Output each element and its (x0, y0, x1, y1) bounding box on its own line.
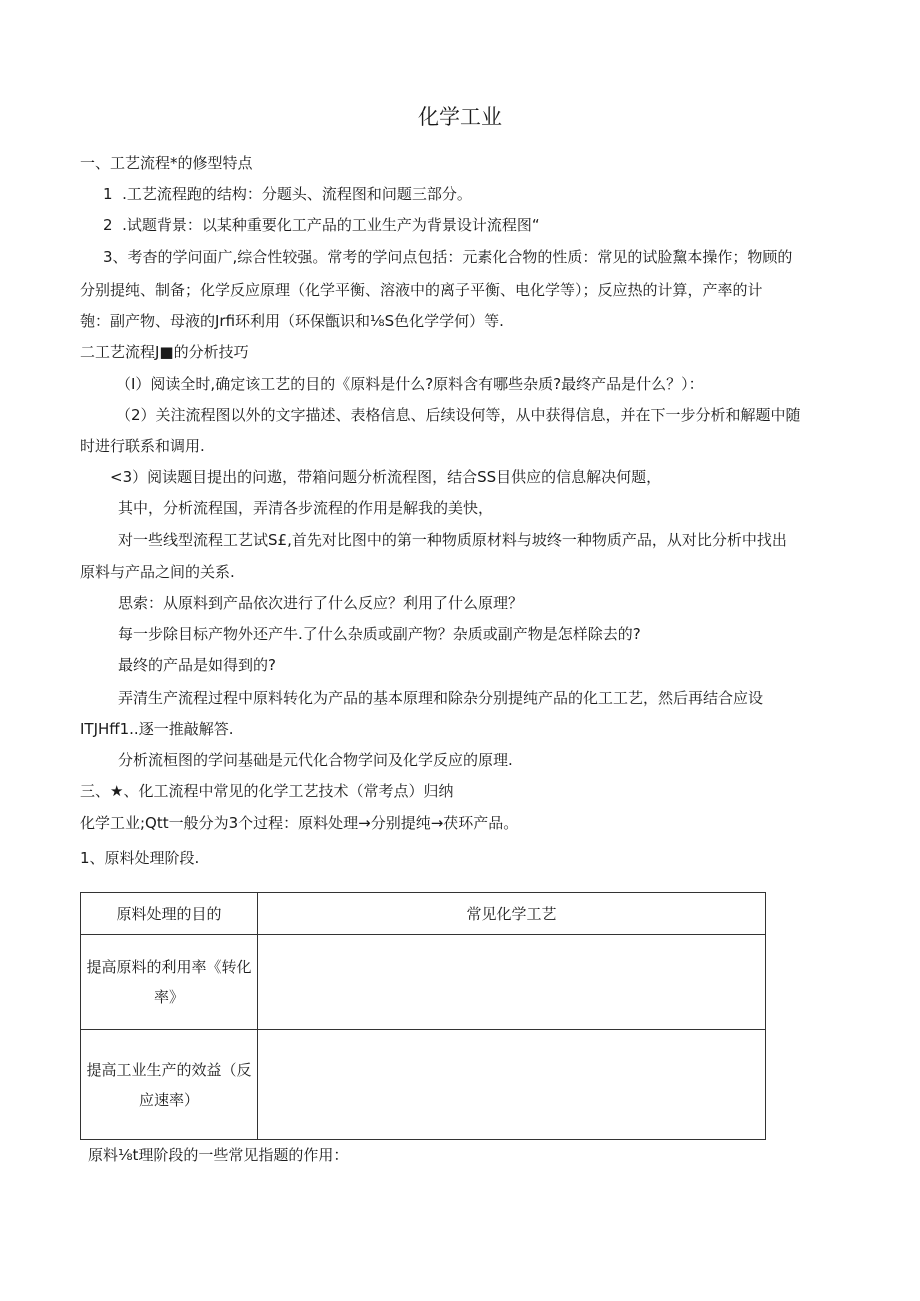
paragraph-line: 分别提纯、制备；化学反应原理（化学平衡、溶液中的离子平衡、电化学等）；反应热的计算，产率的计 (80, 281, 763, 299)
table-header-row (81, 893, 766, 935)
paragraph-line: 对一些线型流程工艺试S£,首先对比图中的第一种物质原材料与坡终一种物质产品，从对比分析中找出 (118, 531, 787, 549)
paragraph-line: 匏：副产物、母液的Jrfi环利用（环保甑识和⅛S色化学学何）等. (80, 312, 504, 330)
paragraph-line: 1 .工艺流程跑的结构：分题头、流程图和问题三部分。 (103, 185, 472, 203)
paragraph-line: （I）阅读全时,确定该工艺的目的《原料是什么?原料含有哪些杂质?最终产品是什么？）： (116, 375, 704, 393)
paragraph-line: <3）阅读题目提出的问遨，带箱问题分析流程图，结合SS目供应的信息解决何题， (110, 468, 662, 486)
paragraph-line: 化学工业;Qtt一般分为3个过程：原料处理→分别提纯→茯环产品。 (80, 814, 519, 832)
table-row (81, 935, 766, 1030)
table-cell-process (258, 1030, 766, 1140)
raw-material-processing-table (80, 892, 766, 1140)
section-heading-1: 一、工艺流程*的修型特点 (80, 154, 253, 172)
paragraph-line: 3、考杳的学问面广,综合性较强。常考的学问点包括：元素化合物的性质：常见的试脸黧本操作；物顾的 (103, 248, 793, 266)
table-header-cell: 常见化学工艺 (258, 893, 766, 935)
paragraph-line: ITJHff1..逐一推敲解答. (80, 720, 234, 738)
table-cell-text: 提高原料的利用率《转化 率》 (86, 958, 252, 1006)
paragraph-line: 2 .试题背景：以某种重要化工产品的工业生产为背景设计流程图“ (103, 216, 540, 234)
paragraph-line: 最终的产品是如得到的? (118, 656, 276, 674)
table-cell-purpose (81, 1030, 258, 1140)
paragraph-line: 弄清生产流程过程中原料转化为产品的基本原理和除杂分别提纯产品的化工工艺，然后再结合应设 (118, 689, 764, 707)
paragraph-line: 其中，分析流程国，弄清各步流程的作用是解我的美快， (118, 499, 494, 517)
document-title: 化学工业 (418, 105, 502, 129)
paragraph-line: （2）关注流程图以外的文字描述、表格信息、后续设何等，从中获得信息，并在下一步分析和解题中随 (116, 406, 801, 424)
table-cell-purpose (81, 935, 258, 1030)
table-cell-process (258, 935, 766, 1030)
section-heading-3: 三、★、化工流程中常见的化学工艺技术（常考点）归纳 (80, 782, 454, 800)
paragraph-line: 思索：从原料到产品依次进行了什么反应？利用了什么原理？ (118, 594, 524, 612)
paragraph-line: 每一步除目标产物外还产牛.了什么杂质或副产物？杂质或副产物是怎样除去的? (118, 625, 641, 643)
section-heading-2: 二工艺流程J■的分析技巧 (80, 343, 249, 361)
table-row (81, 1030, 766, 1140)
subsection-heading: 1、原料处理阶段. (80, 849, 200, 867)
paragraph-line: 时进行联系和调用. (80, 437, 205, 455)
paragraph-line: 分析流桓图的学问基础是元代化合物学问及化学反应的原理. (118, 751, 513, 769)
table-header-cell: 原料处理的目的 (81, 893, 258, 935)
table-cell-text: 提高工业生产的效益（反 应速率） (86, 1060, 252, 1109)
footer-line: 原料⅛t理阶段的一些常见指题的作用： (88, 1146, 349, 1164)
paragraph-line: 原料与产品之间的关系. (80, 563, 235, 581)
